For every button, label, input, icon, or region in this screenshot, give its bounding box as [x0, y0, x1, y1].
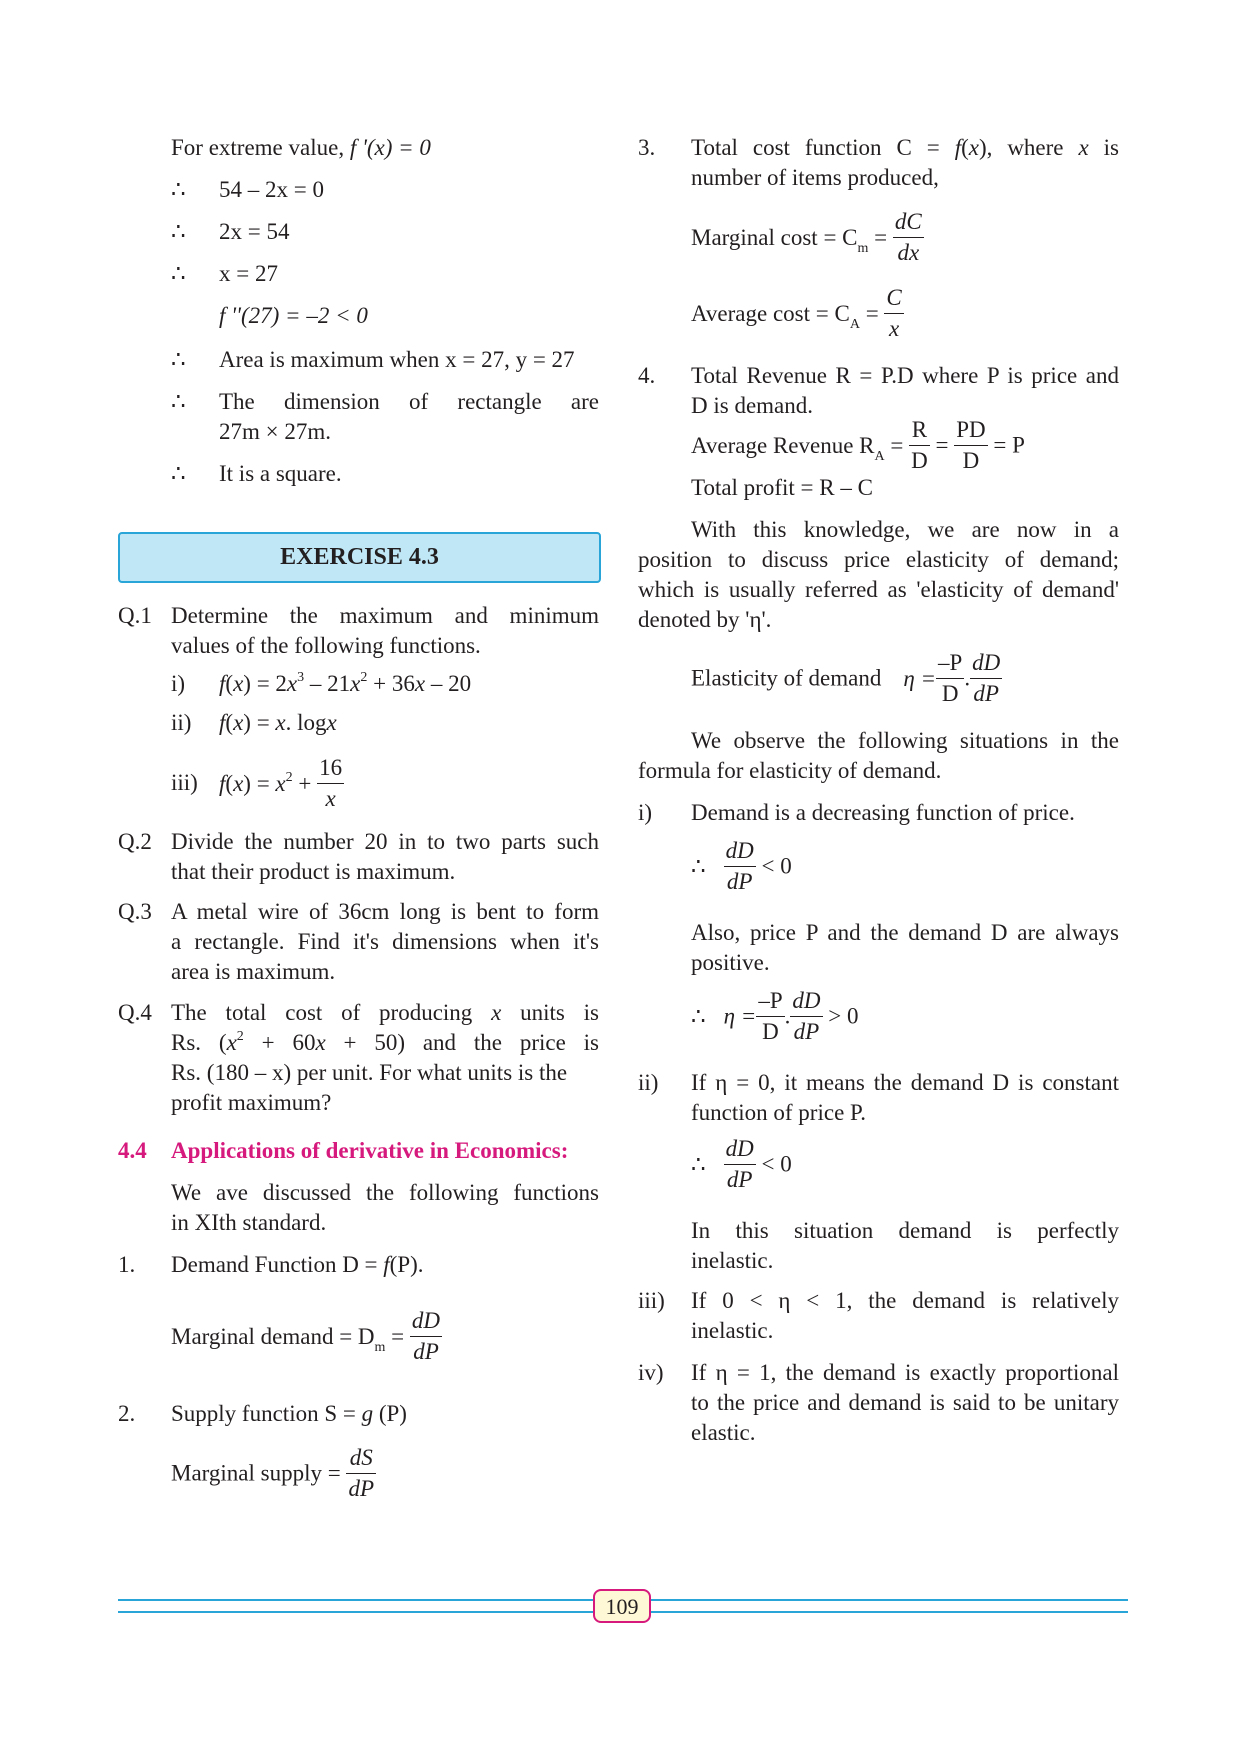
- subscript: m: [857, 240, 869, 256]
- fraction-denominator: D: [762, 1019, 779, 1044]
- fraction-numerator: dD: [724, 1134, 756, 1165]
- fraction-numerator: –P: [756, 986, 784, 1017]
- inequality: < 0: [761, 1151, 792, 1177]
- average-revenue-label: Average Revenue R: [691, 432, 875, 458]
- knowledge-paragraph-2: position to discuss price elasticity of demand;: [638, 547, 1119, 572]
- marginal-supply-label: Marginal supply =: [171, 1460, 347, 1486]
- q1-iii-label: iii): [171, 770, 198, 795]
- dimension-value: 27m × 27m.: [219, 419, 332, 444]
- exercise-title: EXERCISE 4.3: [280, 544, 439, 570]
- total-cost-function-2: number of items produced,: [691, 165, 939, 190]
- extreme-value-text: For extreme value,: [171, 135, 350, 160]
- fraction-numerator: 16: [317, 753, 344, 784]
- marginal-cost: Marginal $\cos t = C_m$ = $\frac{dC}{dx}$: [691, 207, 924, 268]
- fraction-numerator: PD: [954, 415, 987, 446]
- q1-ii-function: f(x) = x. logx: [219, 710, 337, 735]
- fraction-denominator: D: [962, 448, 980, 473]
- fraction-denominator: dP: [973, 681, 999, 706]
- elasticity-label: Elasticity of demand: [691, 665, 882, 691]
- step-equation-2: 2x = 54: [219, 219, 290, 244]
- case-i-formula: [691, 836, 792, 897]
- q1-ii-label: ii): [171, 710, 192, 735]
- knowledge-paragraph-3: which is usually referred as 'elasticity of demand': [638, 577, 1119, 602]
- q1-i-function: $f(x) = 2x^3 - 21x^2 + 36x - 20$: [219, 670, 472, 696]
- eta-equals: η =: [903, 665, 937, 691]
- item-3-label: 3.: [638, 135, 656, 160]
- situation-paragraph-2: inelastic.: [691, 1248, 774, 1273]
- fraction: [970, 648, 1002, 709]
- case-ii-label: ii): [638, 1070, 659, 1095]
- fraction: [724, 836, 756, 897]
- dimension-statement: The dimension of rectangle are: [219, 389, 599, 414]
- eta-equals: η =: [723, 1003, 757, 1029]
- marginal-supply: [171, 1443, 376, 1504]
- fraction-denominator: D: [911, 448, 928, 473]
- q1-text: Determine the maximum and minimum: [171, 603, 599, 628]
- observe-paragraph: We observe the following situations in the: [691, 728, 1119, 753]
- therefore-symbol: ∴: [691, 1003, 706, 1029]
- subscript: A: [874, 448, 885, 464]
- total-revenue-2: D is demand.: [691, 393, 814, 418]
- marginal-demand: Marginal demand = $D_m$ = $\frac{dD}{dP}$: [171, 1306, 442, 1367]
- supply-function: Supply function S = g (P): [171, 1401, 407, 1426]
- inequality: < 0: [761, 853, 792, 879]
- fraction-numerator: –P: [936, 648, 964, 679]
- case-i-label: i): [638, 800, 653, 825]
- section-number: 4.4: [118, 1138, 147, 1163]
- therefore-symbol: ∴: [171, 219, 186, 244]
- case-i-text: Demand is a decreasing function of price.: [691, 800, 1075, 825]
- q1-i-label: i): [171, 671, 186, 696]
- page-number: 109: [593, 1589, 651, 1623]
- case-iii-text: If 0 < η < 1, the demand is relatively: [691, 1288, 1119, 1313]
- fraction: [724, 1134, 756, 1195]
- fraction: [884, 283, 903, 344]
- therefore-symbol: ∴: [691, 1151, 706, 1177]
- q3-text-2: a rectangle. Find it's dimensions when it's: [171, 929, 599, 954]
- case-iii-label: iii): [638, 1288, 665, 1313]
- q3-text: A metal wire of 36cm long is bent to form: [171, 899, 599, 924]
- average-revenue-tail: = P: [993, 432, 1025, 458]
- q4-text: The total cost of producing x units is: [171, 1000, 599, 1025]
- fraction: [410, 1306, 442, 1367]
- fraction-denominator: D: [941, 681, 959, 706]
- fraction-denominator: dP: [348, 1476, 375, 1501]
- section-intro: We ave discussed the following functions: [171, 1180, 599, 1205]
- fraction-numerator: dS: [346, 1443, 376, 1474]
- subscript: A: [849, 316, 860, 332]
- case-ii-formula: [691, 1134, 792, 1195]
- elasticity-positive: ∴ η = $\frac{-P}{D}$ . $\frac{dD}{dP}$ > 0: [691, 986, 858, 1047]
- elasticity-formula: Elasticity of demand η = $\frac{-P}{D}$ . $\frac{dD}{dP}$: [691, 648, 1002, 709]
- extreme-value-line: [171, 133, 431, 163]
- fraction: [893, 207, 924, 268]
- knowledge-paragraph-4: denoted by 'η'.: [638, 607, 772, 632]
- inequality: > 0: [828, 1003, 859, 1029]
- also-paragraph: Also, price P and the demand D are always: [691, 920, 1119, 945]
- subscript: m: [374, 1339, 386, 1355]
- area-maximum-statement: Area is maximum when x = 27, y = 27: [219, 347, 575, 372]
- therefore-symbol: ∴: [171, 389, 186, 414]
- case-ii-text-2: function of price P.: [691, 1100, 867, 1125]
- case-iii-text-2: inelastic.: [691, 1318, 774, 1343]
- therefore-symbol: ∴: [171, 177, 186, 202]
- case-iv-text-2: to the price and demand is said to be unitary: [691, 1390, 1119, 1415]
- fraction: [346, 1443, 376, 1504]
- average-cost-label: Average cost = C: [691, 300, 850, 326]
- therefore-symbol: ∴: [171, 347, 186, 372]
- case-ii-text: If η = 0, it means the demand D is constant: [691, 1070, 1119, 1095]
- item-4-label: 4.: [638, 363, 656, 388]
- fraction-numerator: dD: [724, 836, 756, 867]
- q4-text-2: Rs. $(x^2 + 60x + 50)$ and the price is: [171, 1029, 599, 1055]
- observe-paragraph-2: formula for elasticity of demand.: [638, 758, 942, 783]
- fraction-denominator: dP: [726, 1167, 753, 1192]
- q3-label: Q.3: [118, 899, 152, 924]
- fraction-denominator: x: [325, 786, 336, 811]
- fraction-numerator: R: [909, 415, 930, 446]
- q2-label: Q.2: [118, 829, 152, 854]
- also-paragraph-2: positive.: [691, 950, 770, 975]
- fraction-denominator: dP: [413, 1339, 439, 1364]
- fraction: [909, 415, 930, 476]
- fraction-numerator: dD: [790, 986, 822, 1017]
- fraction-numerator: dD: [410, 1306, 442, 1337]
- fraction-numerator: dC: [893, 207, 924, 238]
- q3-text-3: area is maximum.: [171, 959, 336, 984]
- fraction: [954, 415, 987, 476]
- q2-text-2: that their product is maximum.: [171, 859, 456, 884]
- fraction: [790, 986, 822, 1047]
- fraction: [756, 986, 784, 1047]
- section-heading: Applications of derivative in Economics:: [171, 1138, 569, 1163]
- average-cost: Average $\cos t = C_A$ = $\frac{C}{x}$: [691, 283, 904, 344]
- marginal-cost-label: Marginal cost = C: [691, 224, 858, 250]
- q4-text-3: Rs. (180 – x) per unit. For what units is the: [171, 1060, 568, 1085]
- fraction-numerator: C: [884, 283, 903, 314]
- total-revenue: Total Revenue R = P.D where P is price and: [691, 363, 1119, 388]
- knowledge-paragraph: With this knowledge, we are now in a: [691, 517, 1119, 542]
- step-equation-3: x = 27: [219, 261, 278, 286]
- item-2-label: 2.: [118, 1401, 136, 1426]
- total-profit: Total profit = R – C: [691, 475, 873, 500]
- case-iv-label: iv): [638, 1360, 664, 1385]
- therefore-symbol: ∴: [691, 853, 706, 879]
- q1-label: Q.1: [118, 603, 152, 628]
- step-equation-1: 54 – 2x = 0: [219, 177, 324, 202]
- fraction-denominator: dP: [793, 1019, 820, 1044]
- marginal-demand-label: Marginal demand = D: [171, 1323, 375, 1349]
- therefore-symbol: ∴: [171, 261, 186, 286]
- square-conclusion: It is a square.: [219, 461, 342, 486]
- item-1-label: 1.: [118, 1252, 136, 1277]
- fraction-denominator: dP: [726, 869, 753, 894]
- fraction: [936, 648, 964, 709]
- q1-iii-function: $f(x) = x^2$ + $\frac{16}{x}$: [219, 753, 344, 814]
- section-intro-2: in XIth standard.: [171, 1210, 327, 1235]
- case-iv-text: If η = 1, the demand is exactly proportional: [691, 1360, 1119, 1385]
- case-iv-text-3: elastic.: [691, 1420, 756, 1445]
- fraction-numerator: dD: [970, 648, 1002, 679]
- extreme-value-formula: f '(x) = 0: [349, 135, 431, 160]
- fraction-denominator: x: [888, 316, 900, 341]
- q2-text: Divide the number 20 in to two parts such: [171, 829, 599, 854]
- demand-function: Demand Function D = f(P).: [171, 1252, 424, 1277]
- second-derivative-check: f ''(27) = –2 < 0: [219, 303, 368, 328]
- therefore-symbol: ∴: [171, 461, 186, 486]
- average-revenue: Average Revenue $R_A$ = $\frac{R}{D}$ = $\frac{PD}{D}$ = P: [691, 415, 1025, 476]
- q4-label: Q.4: [118, 1000, 152, 1025]
- fraction: [317, 753, 344, 814]
- fraction-denominator: dx: [897, 240, 920, 265]
- q4-text-4: profit maximum?: [171, 1090, 332, 1115]
- situation-paragraph: In this situation demand is perfectly: [691, 1218, 1119, 1243]
- q1-text-2: values of the following functions.: [171, 633, 481, 658]
- total-cost-function: Total cost function C = f(x), where x is: [691, 135, 1119, 160]
